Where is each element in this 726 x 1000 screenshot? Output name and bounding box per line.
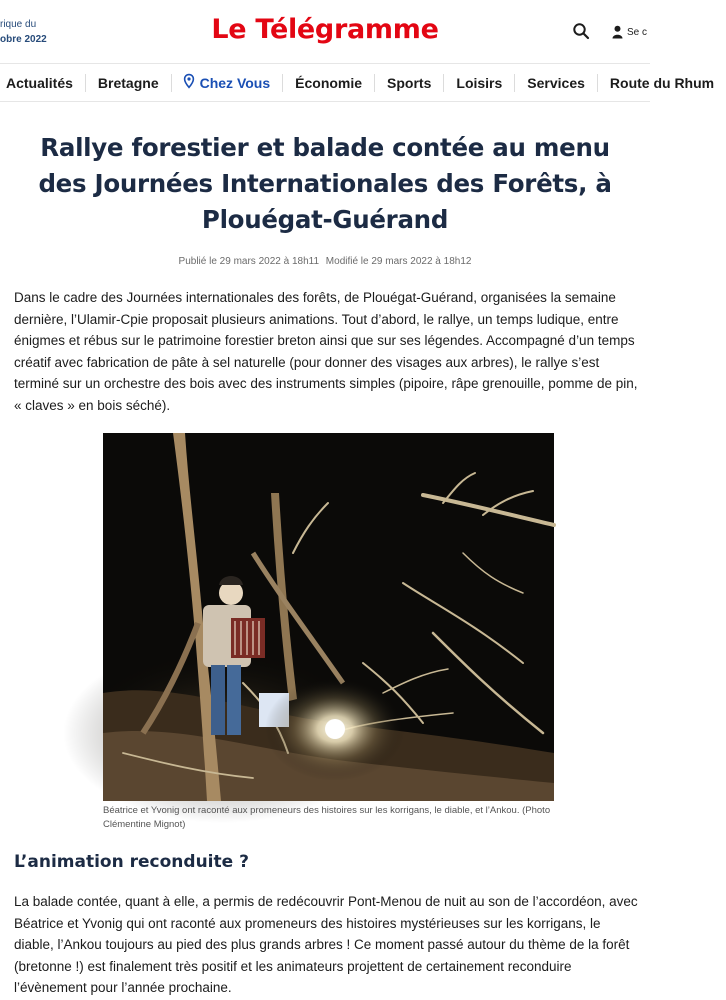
nav-item-label: Chez Vous [199,74,271,91]
article-paragraph-2: La balade contée, quant à elle, a permis de redécouvrir Pont-Menou de nuit au son de l’accordéon, avec Béatrice et Yvonig qui ont raconté aux promeneurs des histoires mystérieuses sur les korrigans, le diable, l’Ankou toujours au pied des plus grands arbres ! Ce moment passé autour du thème de la forêt (bretonne !) est finalement très positif et les animateurs projettent de certainement reconduire l’évènement pour l’année prochaine. [14,894,638,995]
nav-item-bretagne[interactable] [86,74,172,92]
article-dates [0,256,650,267]
nav-item-sports[interactable] [375,74,444,92]
site-header [0,0,650,64]
nav-item-label: Route du Rhum [609,74,715,91]
photo-caption: Béatrice et Yvonig ont raconté aux promeneurs des histoires sur les korrigans, le diable, et l’Ankou. (Photo Clémentine Mignot) [103,805,551,830]
article-subheading: L’animation reconduite ? [14,852,249,872]
night-forest-photo [103,433,554,801]
nav-item-label: Services [527,74,585,91]
nav-item-label: Économie [295,74,363,91]
nav-item-chez-vous[interactable] [172,74,284,92]
main-nav [0,64,715,102]
search-button[interactable] [572,22,590,40]
nav-item-label: Loisirs [456,74,503,91]
promo-line-1: rique du [0,19,37,30]
nav-item-label: Sports [387,74,432,91]
nav-item-label: Bretagne [97,74,159,91]
nav-item-services[interactable] [515,74,598,92]
article-paragraph-1: Dans le cadre des Journées internationales des forêts, de Plouégat-Guérand, organisées la semaine dernière, l’Ulamir-Cpie proposait plusieurs animations. Tout d’abord, le rallye, un temps ludique, entre énigmes et rébus sur le patrimoine forestier breton ainsi que sur ses légendes. Accompagné d’un temps créatif avec fabrication de pâte à sel naturelle (pour donner des visages aux arbres), le rallye s’est terminé sur un orchestre des bois avec des instruments simples (pipoire, râpe grenouille, pomme de pin, « claves » en bois séché). [14,290,638,413]
nav-item-loisirs[interactable] [444,74,515,92]
user-icon [612,25,623,39]
published-date: Publié le 29 mars 2022 à 18h11 [178,256,320,267]
nav-item-economie[interactable] [283,74,375,92]
article-title: Rallye forestier et balade contée au menu des Journées Internationales des Forêts, à Plouégat-Guérand [38,133,612,234]
site-logo[interactable]: Le Télégramme [211,14,439,45]
account-label: Se c [627,26,648,38]
nav-item-label: Actualités [6,74,73,91]
account-button[interactable] [612,24,647,40]
nav-item-route-du-rhum[interactable] [598,74,726,92]
article-photo[interactable] [103,433,554,801]
nav-item-actualites[interactable] [0,74,86,92]
promo-line-2: obre 2022 [0,34,47,45]
search-icon [572,22,590,40]
location-pin-icon [184,74,194,92]
modified-date: Modifié le 29 mars 2022 à 18h12 [325,256,472,267]
